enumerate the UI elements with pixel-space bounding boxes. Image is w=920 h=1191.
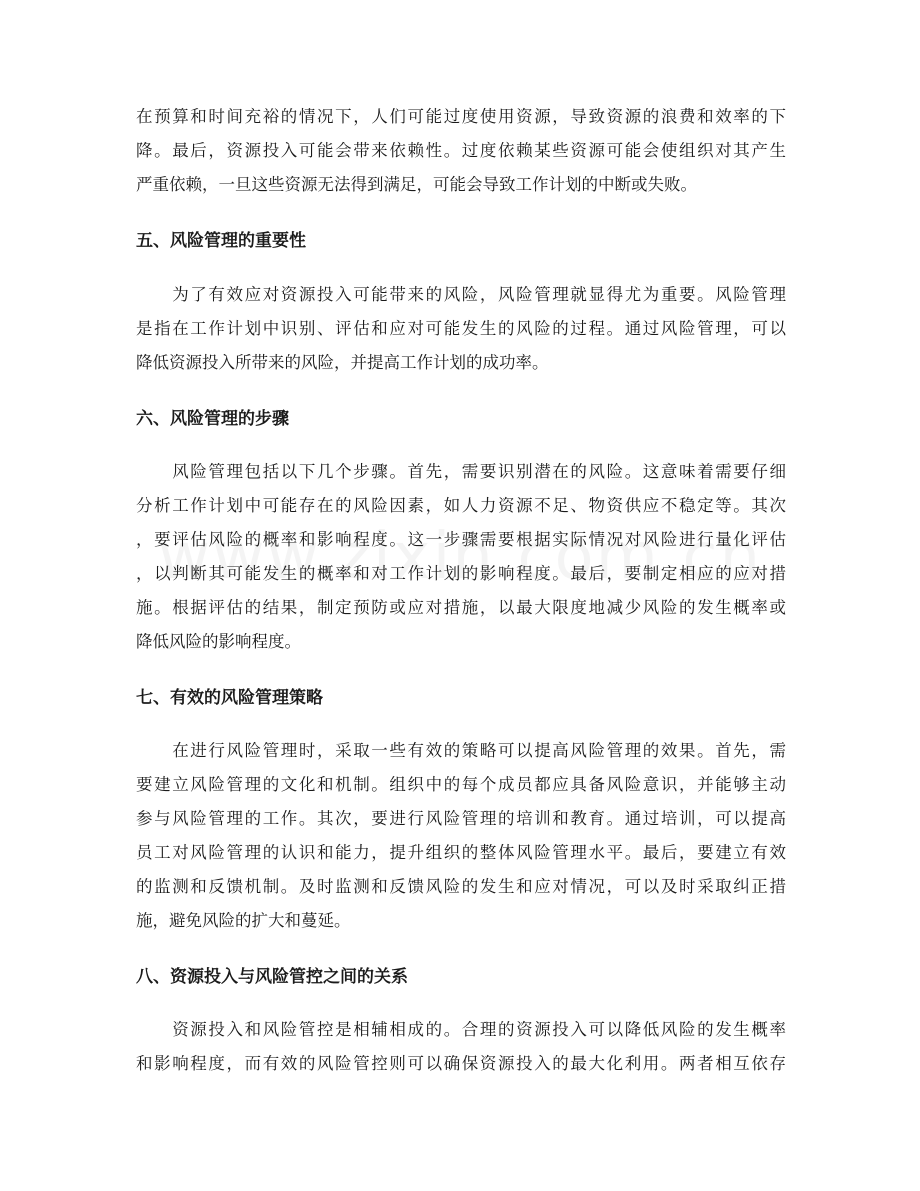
- section-6-heading: 六、风险管理的步骤: [136, 409, 289, 429]
- section-7-line-5: 的监测和反馈机制。及时监测和反馈风险的发生和应对情况，可以及时采取纠正措: [136, 877, 786, 896]
- section-7-line-1: 在进行风险管理时，采取一些有效的策略可以提高风险管理的效果。首先，需: [136, 741, 786, 760]
- section-5-heading: 五、风险管理的重要性: [136, 231, 306, 251]
- section-5-line-1: 为了有效应对资源投入可能带来的风险，风险管理就显得尤为重要。风险管理: [136, 285, 786, 304]
- section-8-heading: 八、资源投入与风险管控之间的关系: [136, 967, 408, 987]
- section-5-line-3: 降低资源投入所带来的风险，并提高工作计划的成功率。: [136, 353, 549, 372]
- section-6-line-5: 施。根据评估的结果，制定预防或应对措施，以最大限度地减少风险的发生概率或: [136, 598, 786, 617]
- section-7-line-4: 员工对风险管理的认识和能力，提升组织的整体风险管理水平。最后，要建立有效: [136, 843, 786, 862]
- section-8-line-1: 资源投入和风险管控是相辅相成的。合理的资源投入可以降低风险的发生概率: [136, 1020, 786, 1039]
- intro-line-1: 在预算和时间充裕的情况下，人们可能过度使用资源，导致资源的浪费和效率的下: [136, 107, 786, 126]
- section-7-heading: 七、有效的风险管理策略: [136, 688, 323, 708]
- section-6-line-6: 降低风险的影响程度。: [136, 632, 301, 651]
- section-8-line-2: 和影响程度，而有效的风险管控则可以确保资源投入的最大化利用。两者相互依存: [136, 1054, 786, 1073]
- intro-line-2: 降。最后，资源投入可能会带来依赖性。过度依赖某些资源可能会使组织对其产生: [136, 141, 786, 160]
- section-6-line-3: ，要评估风险的概率和影响程度。这一步骤需要根据实际情况对风险进行量化评估: [136, 530, 786, 549]
- section-6-line-1: 风险管理包括以下几个步骤。首先，需要识别潜在的风险。这意味着需要仔细: [136, 462, 786, 481]
- section-6-line-4: ，以判断其可能发生的概率和对工作计划的影响程度。最后，要制定相应的应对措: [136, 564, 786, 583]
- section-7-line-2: 要建立风险管理的文化和机制。组织中的每个成员都应具备风险意识，并能够主动: [136, 775, 786, 794]
- section-5-line-2: 是指在工作计划中识别、评估和应对可能发生的风险的过程。通过风险管理，可以: [136, 319, 786, 338]
- intro-line-3: 严重依赖，一旦这些资源无法得到满足，可能会导致工作计划的中断或失败。: [136, 175, 697, 194]
- section-7-line-3: 参与风险管理的工作。其次，要进行风险管理的培训和教育。通过培训，可以提高: [136, 809, 786, 828]
- section-7-line-6: 施，避免风险的扩大和蔓延。: [136, 911, 351, 930]
- section-6-line-2: 分析工作计划中可能存在的风险因素，如人力资源不足、物资供应不稳定等。其次: [136, 496, 786, 515]
